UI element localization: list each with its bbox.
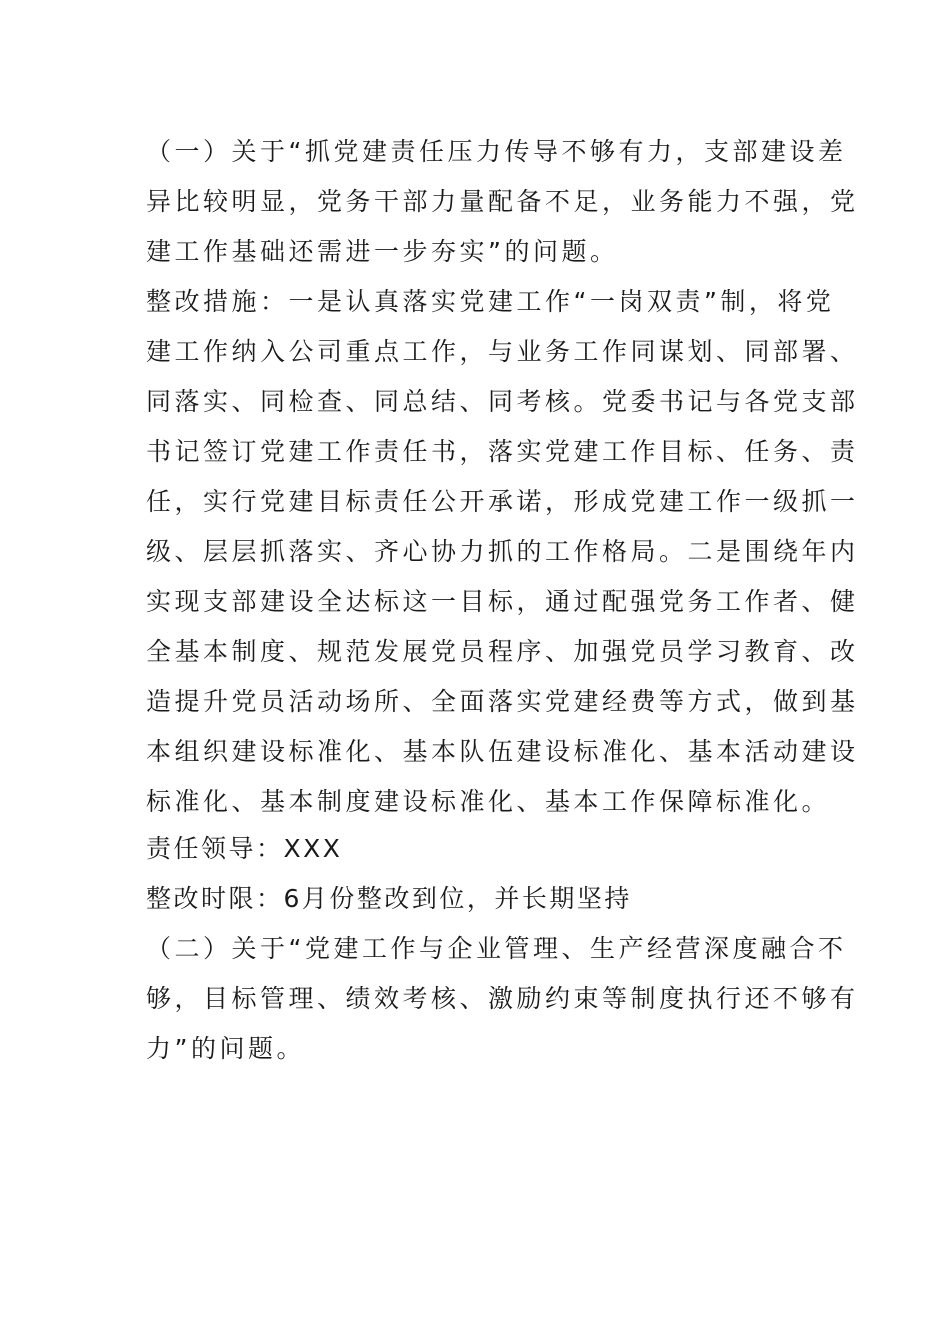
section-2-heading-line: 够，目标管理、绩效考核、激励约束等制度执行还不够有: [146, 984, 859, 1013]
measures-line: 造提升党员活动场所、全面落实党建经费等方式，做到基: [146, 687, 859, 716]
measures-line: 任，实行党建目标责任公开承诺，形成党建工作一级抓一: [146, 487, 859, 516]
section-2-heading-line: 力”的问题。: [146, 1034, 305, 1063]
rectification-deadline: 整改时限：6月份整改到位，并长期坚持: [146, 884, 632, 913]
measures-line: 建工作纳入公司重点工作，与业务工作同谋划、同部署、: [146, 337, 859, 366]
measures-line: 实现支部建设全达标这一目标，通过配强党务工作者、健: [146, 587, 859, 616]
measures-line: 同落实、同检查、同总结、同考核。党委书记与各党支部: [146, 387, 859, 416]
measures-line: 级、层层抓落实、齐心协力抓的工作格局。二是围绕年内: [146, 537, 859, 566]
measures-line: 书记签订党建工作责任书，落实党建工作目标、任务、责: [146, 437, 859, 466]
measures-line: 标准化、基本制度建设标准化、基本工作保障标准化。: [146, 787, 831, 816]
measures-line: 本组织建设标准化、基本队伍建设标准化、基本活动建设: [146, 737, 859, 766]
section-1-heading-line: 异比较明显，党务干部力量配备不足，业务能力不强，党: [146, 187, 859, 216]
section-2-heading-line: （二）关于“党建工作与企业管理、生产经营深度融合不: [146, 934, 847, 963]
measures-line: 整改措施：一是认真落实党建工作“一岗双责”制，将党: [146, 287, 835, 316]
section-1-heading-line: （一）关于“抓党建责任压力传导不够有力，支部建设差: [146, 137, 847, 166]
responsible-leader: 责任领导：XXX: [146, 834, 343, 863]
section-1-heading-line: 建工作基础还需进一步夯实”的问题。: [146, 237, 619, 266]
measures-line: 全基本制度、规范发展党员程序、加强党员学习教育、改: [146, 637, 859, 666]
